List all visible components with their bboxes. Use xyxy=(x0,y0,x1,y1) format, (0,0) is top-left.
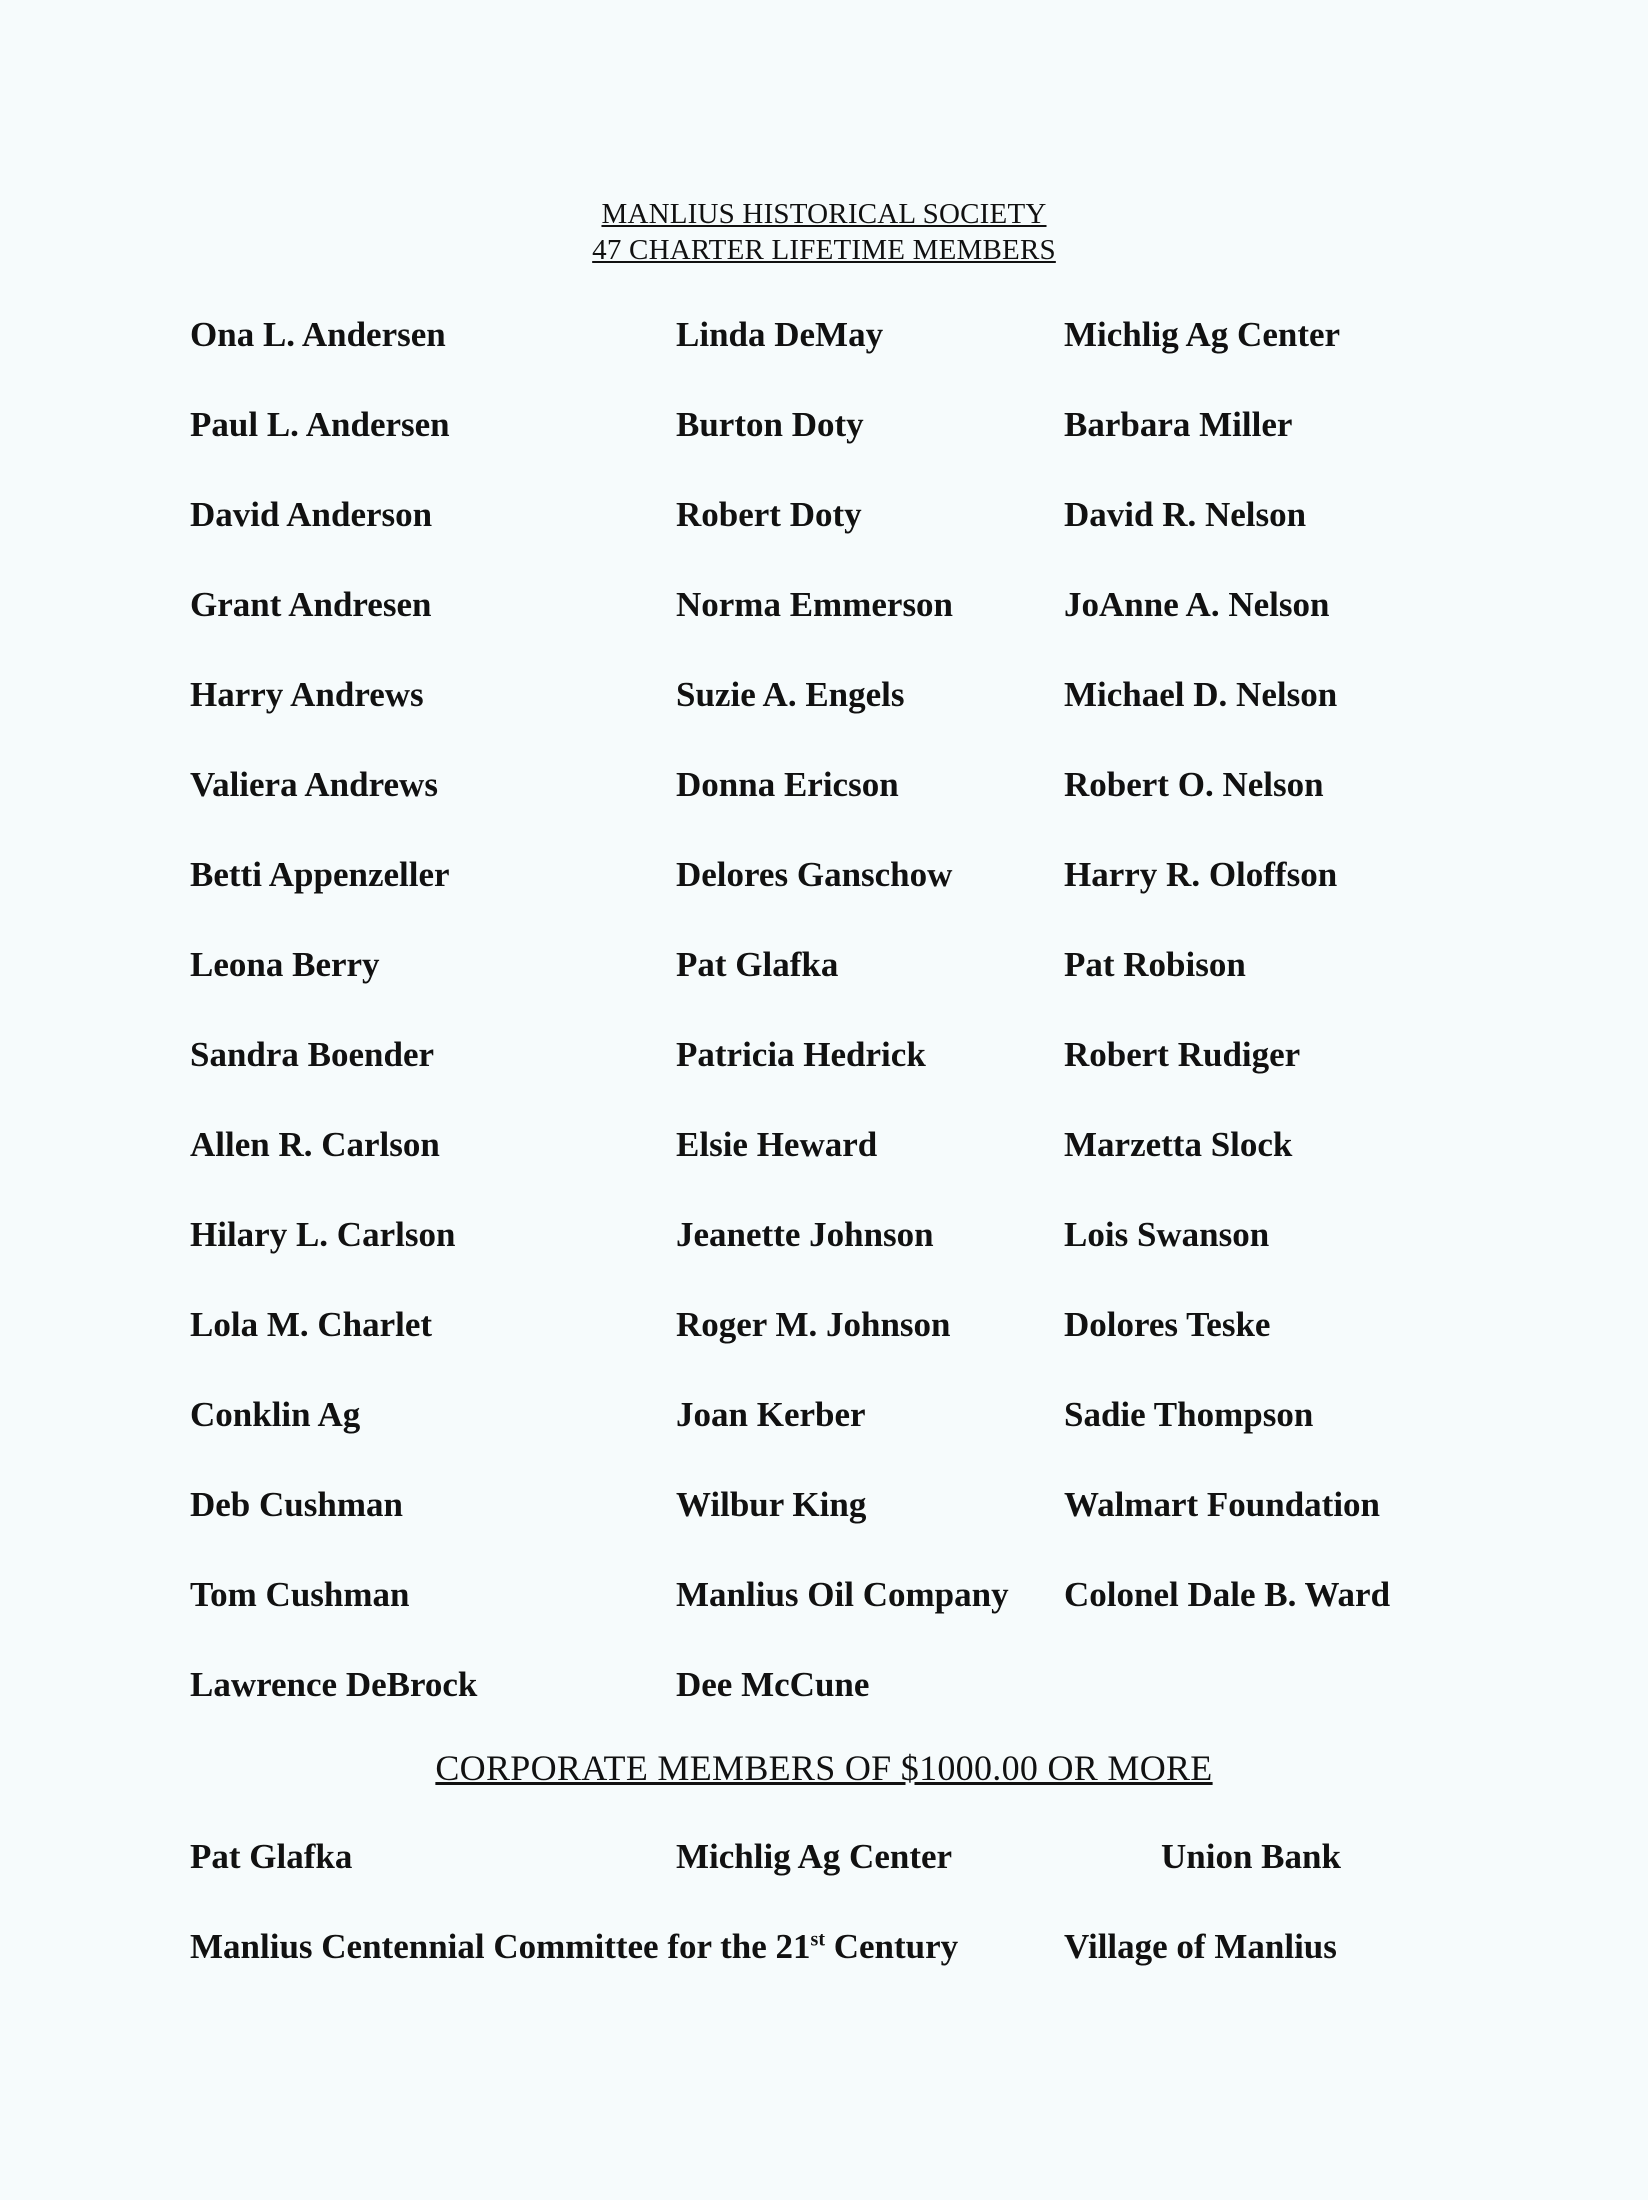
member-name: Delores Ganschow xyxy=(676,855,953,894)
member-name: Lois Swanson xyxy=(1064,1215,1270,1254)
member-name: Sandra Boender xyxy=(190,1035,435,1074)
member-name: Linda DeMay xyxy=(676,315,884,354)
member-name: Joan Kerber xyxy=(676,1395,866,1434)
member-name: Conklin Ag xyxy=(190,1395,361,1434)
member-name: Robert O. Nelson xyxy=(1064,765,1324,804)
corporate-member xyxy=(190,1926,958,1968)
member-name: Paul L. Andersen xyxy=(190,405,450,444)
member-name: Wilbur King xyxy=(676,1485,867,1524)
member-name: JoAnne A. Nelson xyxy=(1064,585,1330,624)
member-name: Dee McCune xyxy=(676,1665,870,1704)
corporate-member: Michlig Ag Center xyxy=(676,1837,953,1876)
member-name: Michael D. Nelson xyxy=(1064,675,1338,714)
member-name: Deb Cushman xyxy=(190,1485,403,1524)
member-name: Sadie Thompson xyxy=(1064,1395,1314,1434)
member-name: Suzie A. Engels xyxy=(676,675,905,714)
member-name: Pat Glafka xyxy=(676,945,839,984)
member-name: Valiera Andrews xyxy=(190,765,438,804)
ordinal-suffix: st xyxy=(810,1928,825,1951)
member-name: Harry Andrews xyxy=(190,675,424,714)
member-name: David Anderson xyxy=(190,495,433,534)
member-name: Robert Doty xyxy=(676,495,862,534)
member-name: Lawrence DeBrock xyxy=(190,1665,478,1704)
member-name: Roger M. Johnson xyxy=(676,1305,951,1344)
member-name: Pat Robison xyxy=(1064,945,1246,984)
member-name: Harry R. Oloffson xyxy=(1064,855,1338,894)
member-name: Allen R. Carlson xyxy=(190,1125,440,1164)
member-name: Walmart Foundation xyxy=(1064,1485,1381,1524)
member-name: Colonel Dale B. Ward xyxy=(1064,1575,1391,1614)
member-name: Dolores Teske xyxy=(1064,1305,1271,1344)
member-name: Burton Doty xyxy=(676,405,864,444)
member-name: Patricia Hedrick xyxy=(676,1035,926,1074)
member-name: Manlius Oil Company xyxy=(676,1575,1009,1614)
member-name: Marzetta Slock xyxy=(1064,1125,1293,1164)
member-name: Robert Rudiger xyxy=(1064,1035,1301,1074)
member-name: Lola M. Charlet xyxy=(190,1305,433,1344)
member-name: Grant Andresen xyxy=(190,585,432,624)
corporate-member: Pat Glafka xyxy=(190,1837,353,1876)
corporate-member-name-end: Century xyxy=(825,1927,959,1966)
member-name: Jeanette Johnson xyxy=(676,1215,934,1254)
member-name: Hilary L. Carlson xyxy=(190,1215,456,1254)
corporate-member-name: Manlius Centennial Committee for the 21 xyxy=(190,1927,811,1966)
corporate-member: Village of Manlius xyxy=(1064,1927,1337,1966)
member-name: Donna Ericson xyxy=(676,765,899,804)
member-name: Norma Emmerson xyxy=(676,585,954,624)
member-name: Barbara Miller xyxy=(1064,405,1293,444)
member-name: Tom Cushman xyxy=(190,1575,410,1614)
member-name: Elsie Heward xyxy=(676,1125,878,1164)
corporate-members-title: CORPORATE MEMBERS OF $1000.00 OR MORE xyxy=(435,1748,1213,1788)
corporate-member: Union Bank xyxy=(1161,1837,1341,1876)
member-name: David R. Nelson xyxy=(1064,495,1307,534)
charter-members-title: 47 CHARTER LIFETIME MEMBERS xyxy=(592,234,1056,266)
member-name: Leona Berry xyxy=(190,945,380,984)
society-title: MANLIUS HISTORICAL SOCIETY xyxy=(601,198,1047,230)
member-name: Ona L. Andersen xyxy=(190,315,446,354)
member-name: Michlig Ag Center xyxy=(1064,315,1341,354)
member-name: Betti Appenzeller xyxy=(190,855,450,894)
